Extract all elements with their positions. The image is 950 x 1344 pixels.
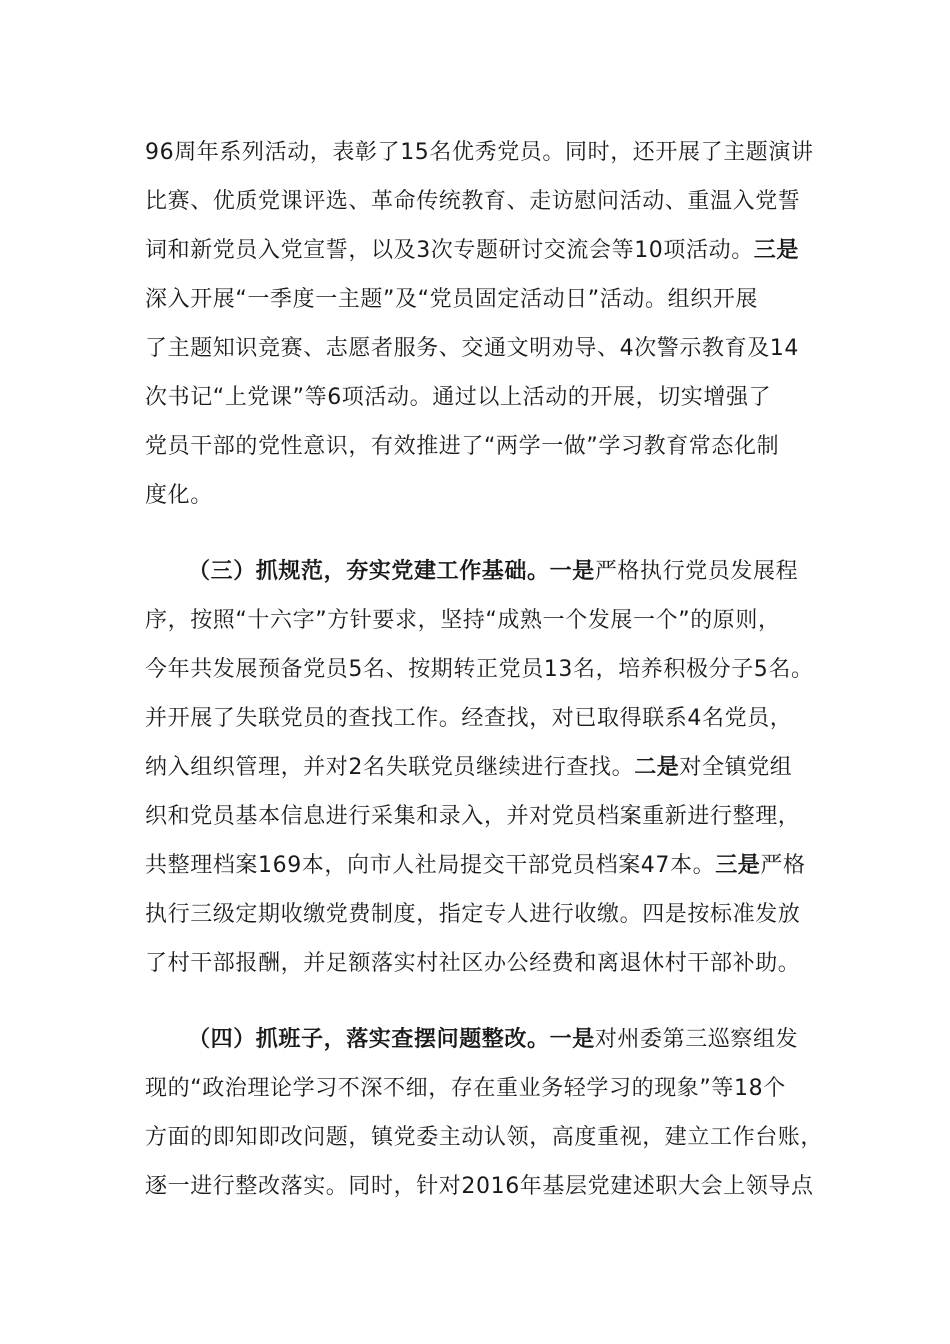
text-run: 并开展了失联党员的查找工作。经查找，对已取得联系4名党员， — [145, 706, 793, 731]
text-line — [188, 557, 798, 587]
text-run: 纳入组织管理，并对2名失联党员继续进行查找。 — [145, 755, 635, 780]
bold-text: （四）抓班子，落实查摆问题整改。一是 — [188, 1027, 595, 1052]
text-line — [145, 655, 814, 685]
text-line — [145, 432, 779, 462]
text-run: 度化。 — [145, 483, 213, 508]
text-run: 今年共发展预备党员5名、按期转正党员13名，培养积极分子5名。 — [145, 657, 814, 682]
text-run: 执行三级定期收缴党费制度，指定专人进行收缴。四是按标准发放 — [145, 902, 801, 927]
bold-text: （三）抓规范，夯实党建工作基础。一是 — [188, 559, 595, 584]
text-run: 对全镇党组 — [679, 755, 793, 780]
text-line — [145, 481, 213, 511]
text-line — [145, 236, 799, 266]
text-run: 序，按照“十六字”方针要求，坚持“成熟一个发展一个”的原则， — [145, 608, 781, 633]
text-line — [145, 949, 800, 979]
text-run: 了村干部报酬，并足额落实村社区办公经费和离退休村干部补助。 — [145, 951, 801, 976]
text-line — [145, 704, 792, 734]
text-run: 方面的即知即改问题，镇党委主动认领，高度重视，建立工作台账， — [145, 1125, 824, 1150]
text-run: 共整理档案169本，向市人社局提交干部党员档案47本。 — [145, 853, 716, 878]
text-line — [145, 606, 781, 636]
text-line — [145, 383, 771, 413]
text-run: 次书记“上党课”等6项活动。通过以上活动的开展，切实增强了 — [145, 385, 772, 410]
text-run: 逐一进行整改落实。同时，针对2016年基层党建述职大会上领导点 — [145, 1174, 814, 1199]
text-line — [145, 138, 814, 168]
text-line — [145, 900, 800, 930]
text-run: 现的“政治理论学习不深不细，存在重业务轻学习的现象”等18个 — [145, 1076, 786, 1101]
text-run: 严格执行党员发展程 — [594, 559, 799, 584]
text-line — [145, 851, 806, 881]
text-line — [145, 802, 800, 832]
text-run: 织和党员基本信息进行采集和录入，并对党员档案重新进行整理， — [145, 804, 801, 829]
text-run: 深入开展“一季度一主题”及“党员固定活动日”活动。组织开展 — [145, 287, 758, 312]
bold-text: 三是 — [715, 853, 761, 878]
text-line — [145, 1172, 814, 1202]
text-run: 词和新党员入党宣誓，以及3次专题研讨交流会等10项活动。 — [145, 238, 754, 263]
text-line — [145, 285, 758, 315]
text-line — [145, 1074, 786, 1104]
text-run: 严格 — [760, 853, 806, 878]
text-line — [188, 1025, 798, 1055]
text-line — [145, 334, 799, 364]
text-run: 对州委第三巡察组发 — [594, 1027, 799, 1052]
text-run: 了主题知识竞赛、志愿者服务、交通文明劝导、4次警示教育及14 — [145, 336, 799, 361]
text-run: 96周年系列活动，表彰了15名优秀党员。同时，还开展了主题演讲 — [145, 140, 814, 165]
bold-text: 三是 — [753, 238, 799, 263]
text-run: 党员干部的党性意识，有效推进了“两学一做”学习教育常态化制 — [145, 434, 780, 459]
text-line — [145, 1123, 823, 1153]
text-line — [145, 187, 800, 217]
bold-text: 二是 — [634, 755, 680, 780]
text-line — [145, 753, 792, 783]
text-run: 比赛、优质党课评选、革命传统教育、走访慰问活动、重温入党誓 — [145, 189, 801, 214]
